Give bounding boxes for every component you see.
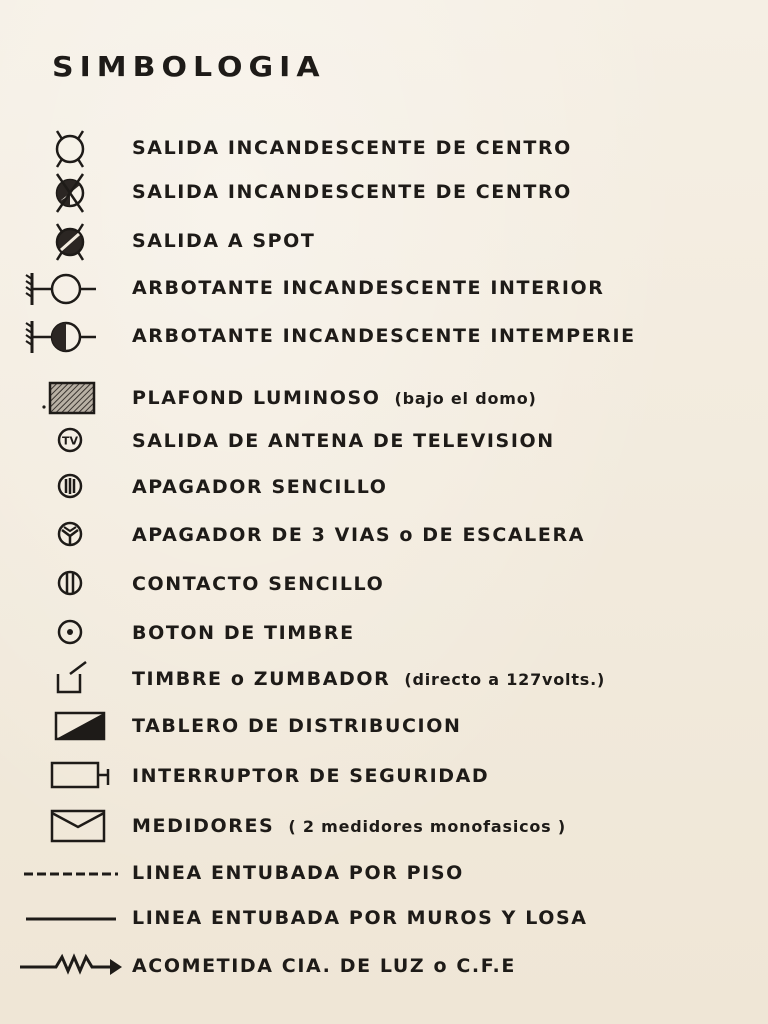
buzzer-icon xyxy=(50,658,96,698)
item-label: BOTON DE TIMBRE xyxy=(132,622,355,644)
item-note: (directo a 127volts.) xyxy=(404,670,606,689)
distribution-board-icon xyxy=(52,705,108,745)
list-item xyxy=(0,612,768,652)
solid-line-icon xyxy=(20,897,124,937)
list-item xyxy=(0,220,768,260)
list-item xyxy=(0,805,768,845)
list-item xyxy=(0,377,768,417)
item-label: TIMBRE o ZUMBADOR xyxy=(132,668,391,690)
item-label: CONTACTO SENCILLO xyxy=(132,573,385,595)
item-label: SALIDA A SPOT xyxy=(132,230,316,252)
bell-button-icon xyxy=(50,612,90,652)
item-label: ACOMETIDA CIA. DE LUZ o C.F.E xyxy=(132,955,516,977)
item-label: ARBOTANTE INCANDESCENTE INTERIOR xyxy=(132,277,605,299)
item-label: INTERRUPTOR DE SEGURIDAD xyxy=(132,765,490,787)
meter-icon xyxy=(48,805,110,845)
list-item xyxy=(0,852,768,892)
list-item xyxy=(0,705,768,745)
tv-antenna-icon xyxy=(50,420,90,460)
page-title: SIMBOLOGIA xyxy=(52,51,326,84)
list-item xyxy=(0,171,768,211)
dashed-line-icon xyxy=(20,852,124,892)
list-item xyxy=(0,945,768,985)
item-label: MEDIDORES xyxy=(132,815,275,837)
list-item xyxy=(0,420,768,460)
list-item xyxy=(0,658,768,698)
service-entrance-icon xyxy=(16,945,128,985)
spot-outlet-icon xyxy=(40,220,100,260)
list-item xyxy=(0,897,768,937)
ceiling-outlet-icon xyxy=(40,127,100,167)
item-note: ( 2 medidores monofasicos ) xyxy=(288,817,566,836)
ceiling-outlet-filled-icon xyxy=(40,171,100,211)
item-label: PLAFOND LUMINOSO xyxy=(132,387,381,409)
item-label: APAGADOR DE 3 VIAS o DE ESCALERA xyxy=(132,524,586,546)
safety-switch-icon xyxy=(48,755,118,795)
list-item xyxy=(0,315,768,355)
single-switch-icon xyxy=(50,466,90,506)
wall-light-interior-icon xyxy=(22,267,106,307)
list-item xyxy=(0,127,768,167)
list-item xyxy=(0,267,768,307)
list-item xyxy=(0,563,768,603)
single-outlet-icon xyxy=(50,563,90,603)
luminous-ceiling-icon xyxy=(40,377,104,417)
item-label: ARBOTANTE INCANDESCENTE INTEMPERIE xyxy=(132,325,636,347)
item-label: TABLERO DE DISTRIBUCION xyxy=(132,715,462,737)
item-label: SALIDA DE ANTENA DE TELEVISION xyxy=(132,430,555,452)
item-label: SALIDA INCANDESCENTE DE CENTRO xyxy=(132,181,572,203)
svg-text:TV: TV xyxy=(61,434,79,448)
list-item xyxy=(0,755,768,795)
item-label: LINEA ENTUBADA POR MUROS Y LOSA xyxy=(132,907,588,929)
item-label: SALIDA INCANDESCENTE DE CENTRO xyxy=(132,137,572,159)
item-label: APAGADOR SENCILLO xyxy=(132,476,388,498)
wall-light-exterior-icon xyxy=(22,315,106,355)
list-item xyxy=(0,466,768,506)
item-label: LINEA ENTUBADA POR PISO xyxy=(132,862,464,884)
three-way-switch-icon xyxy=(50,514,90,554)
item-note: (bajo el domo) xyxy=(394,389,537,408)
list-item xyxy=(0,514,768,554)
